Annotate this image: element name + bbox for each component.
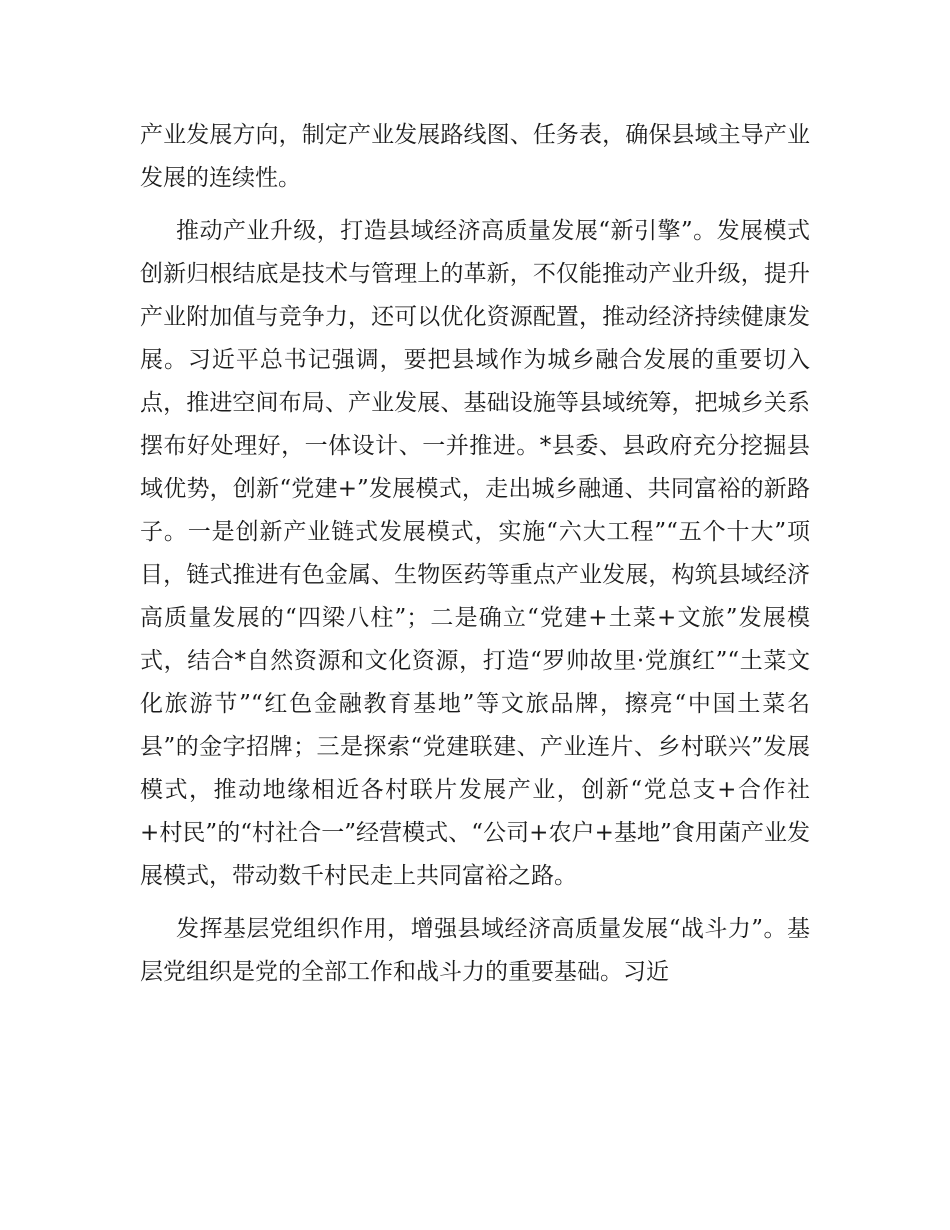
paragraph-continuation: 产业发展方向，制定产业发展路线图、任务表，确保县域主导产业发展的连续性。 <box>140 122 810 191</box>
paragraph-industry-upgrade: 推动产业升级，打造县域经济高质量发展“新引擎”。发展模式创新归根结底是技术与管理上的革新，不仅能推动产业升级，提升产业附加值与竞争力，还可以优化资源配置，推动经济持续健康发展。习近平总书记强调，要把县域作为城乡融合发展的重要切入点，推进空间布局、产业发展、基础设施等县域统筹，把城乡关系摆布好处理好，一体设计、一并推进。*县委、县政府充分挖掘县域优势，创新“党建+”发展模式，走出城乡融通、共同富裕的新路子。一是创新产业链式发展模式，实施“六大工程”“五个十大”项目，链式推进有色金属、生物医药等重点产业发展，构筑县域经济高质量发展的“四梁八柱”；二是确立“党建+土菜+文旅”发展模式，结合*自然资源和文化资源，打造“罗帅故里·党旗红”“土菜文化旅游节”“红色金融教育基地”等文旅品牌，擦亮“中国土菜名县”的金字招牌；三是探索“党建联建、产业连片、乡村联兴”发展模式，推动地缘相近各村联片发展产业，创新“党总支+合作社+村民”的“村社合一”经营模式、“公司+农户+基地”食用菌产业发展模式，带动数千村民走上共同富裕之路。 <box>140 218 810 889</box>
document-body <box>140 114 810 1004</box>
paragraph-grassroots-party: 发挥基层党组织作用，增强县域经济高质量发展“战斗力”。基层党组织是党的全部工作和战斗力的重要基础。习近 <box>140 916 810 985</box>
